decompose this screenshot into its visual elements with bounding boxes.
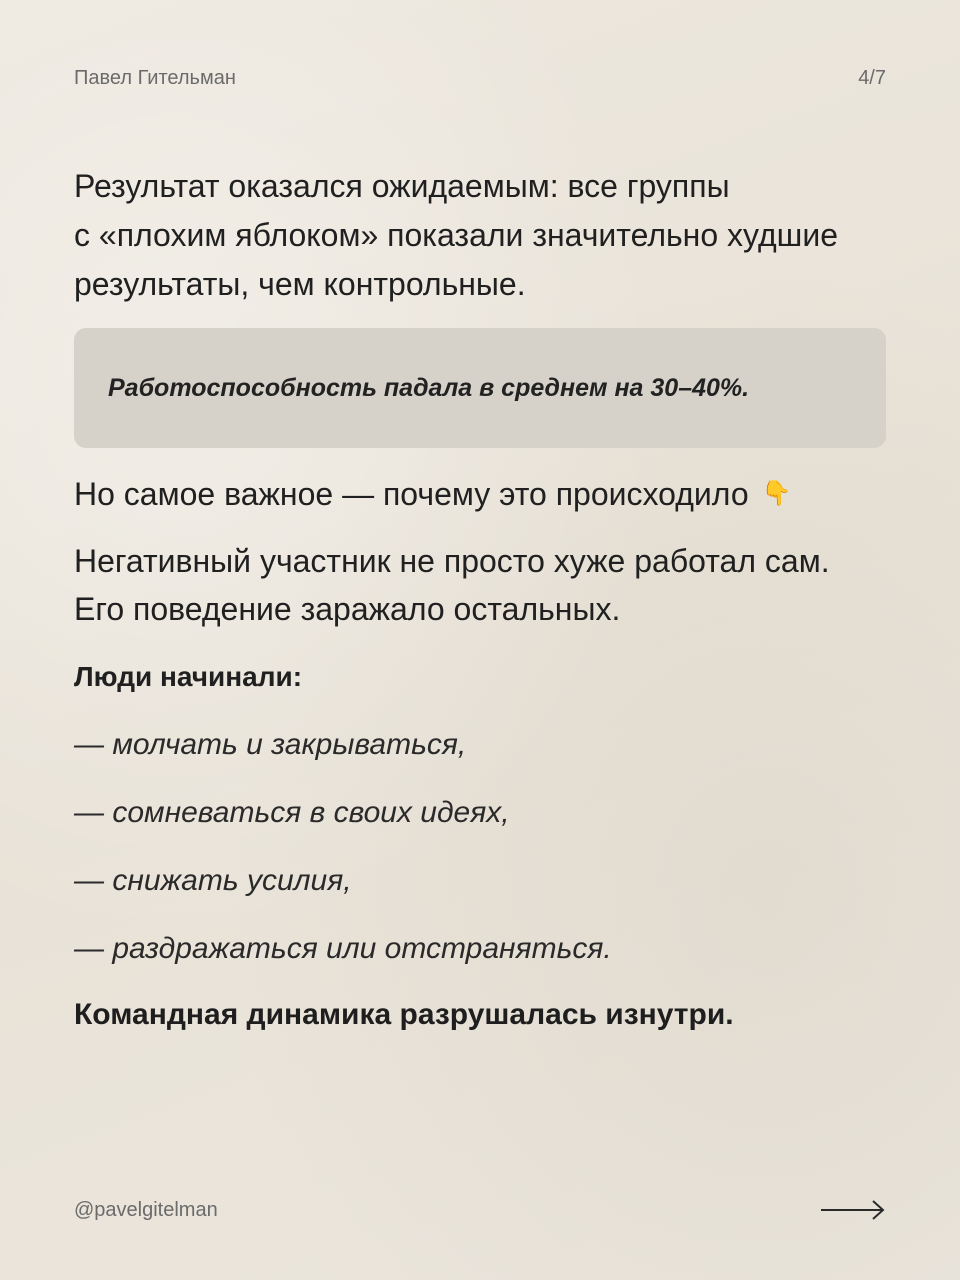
negative-line: Негативный участник не просто хуже работал сам. bbox=[74, 543, 830, 579]
header bbox=[74, 66, 886, 90]
footer bbox=[74, 1198, 886, 1222]
callout-text: Работоспособность падала в среднем на 30–40%. bbox=[108, 373, 750, 402]
behavior-list bbox=[74, 721, 886, 973]
list-item: — раздражаться или отстраняться. bbox=[74, 932, 612, 965]
negative-line: Его поведение заражало остальных. bbox=[74, 591, 621, 627]
author-name: Павел Гительман bbox=[74, 67, 236, 89]
social-handle[interactable]: @pavelgitelman bbox=[74, 1198, 218, 1221]
list-lead: Люди начинали: bbox=[74, 661, 303, 692]
arrow-right-icon[interactable] bbox=[820, 1198, 886, 1222]
pointing-down-icon: 👇 bbox=[761, 480, 792, 507]
list-item: — сомневаться в своих идеях, bbox=[74, 796, 510, 829]
intro-line: Результат оказался ожидаемым: все группы bbox=[74, 168, 730, 204]
conclusion: Командная динамика разрушалась изнутри. bbox=[74, 998, 734, 1031]
intro-line: с «плохим яблоком» показали значительно худшие bbox=[74, 217, 838, 253]
why-paragraph bbox=[74, 470, 886, 518]
list-item: — молчать и закрываться, bbox=[74, 728, 467, 761]
intro-line: результаты, чем контрольные. bbox=[74, 266, 526, 302]
why-text: Но самое важное — почему это происходило bbox=[74, 476, 749, 512]
callout-box bbox=[74, 328, 886, 448]
list-item: — снижать усилия, bbox=[74, 864, 352, 897]
page-indicator: 4/7 bbox=[858, 67, 886, 89]
main-content bbox=[74, 162, 886, 1037]
intro-paragraph bbox=[74, 162, 886, 309]
negative-paragraph bbox=[74, 537, 886, 633]
